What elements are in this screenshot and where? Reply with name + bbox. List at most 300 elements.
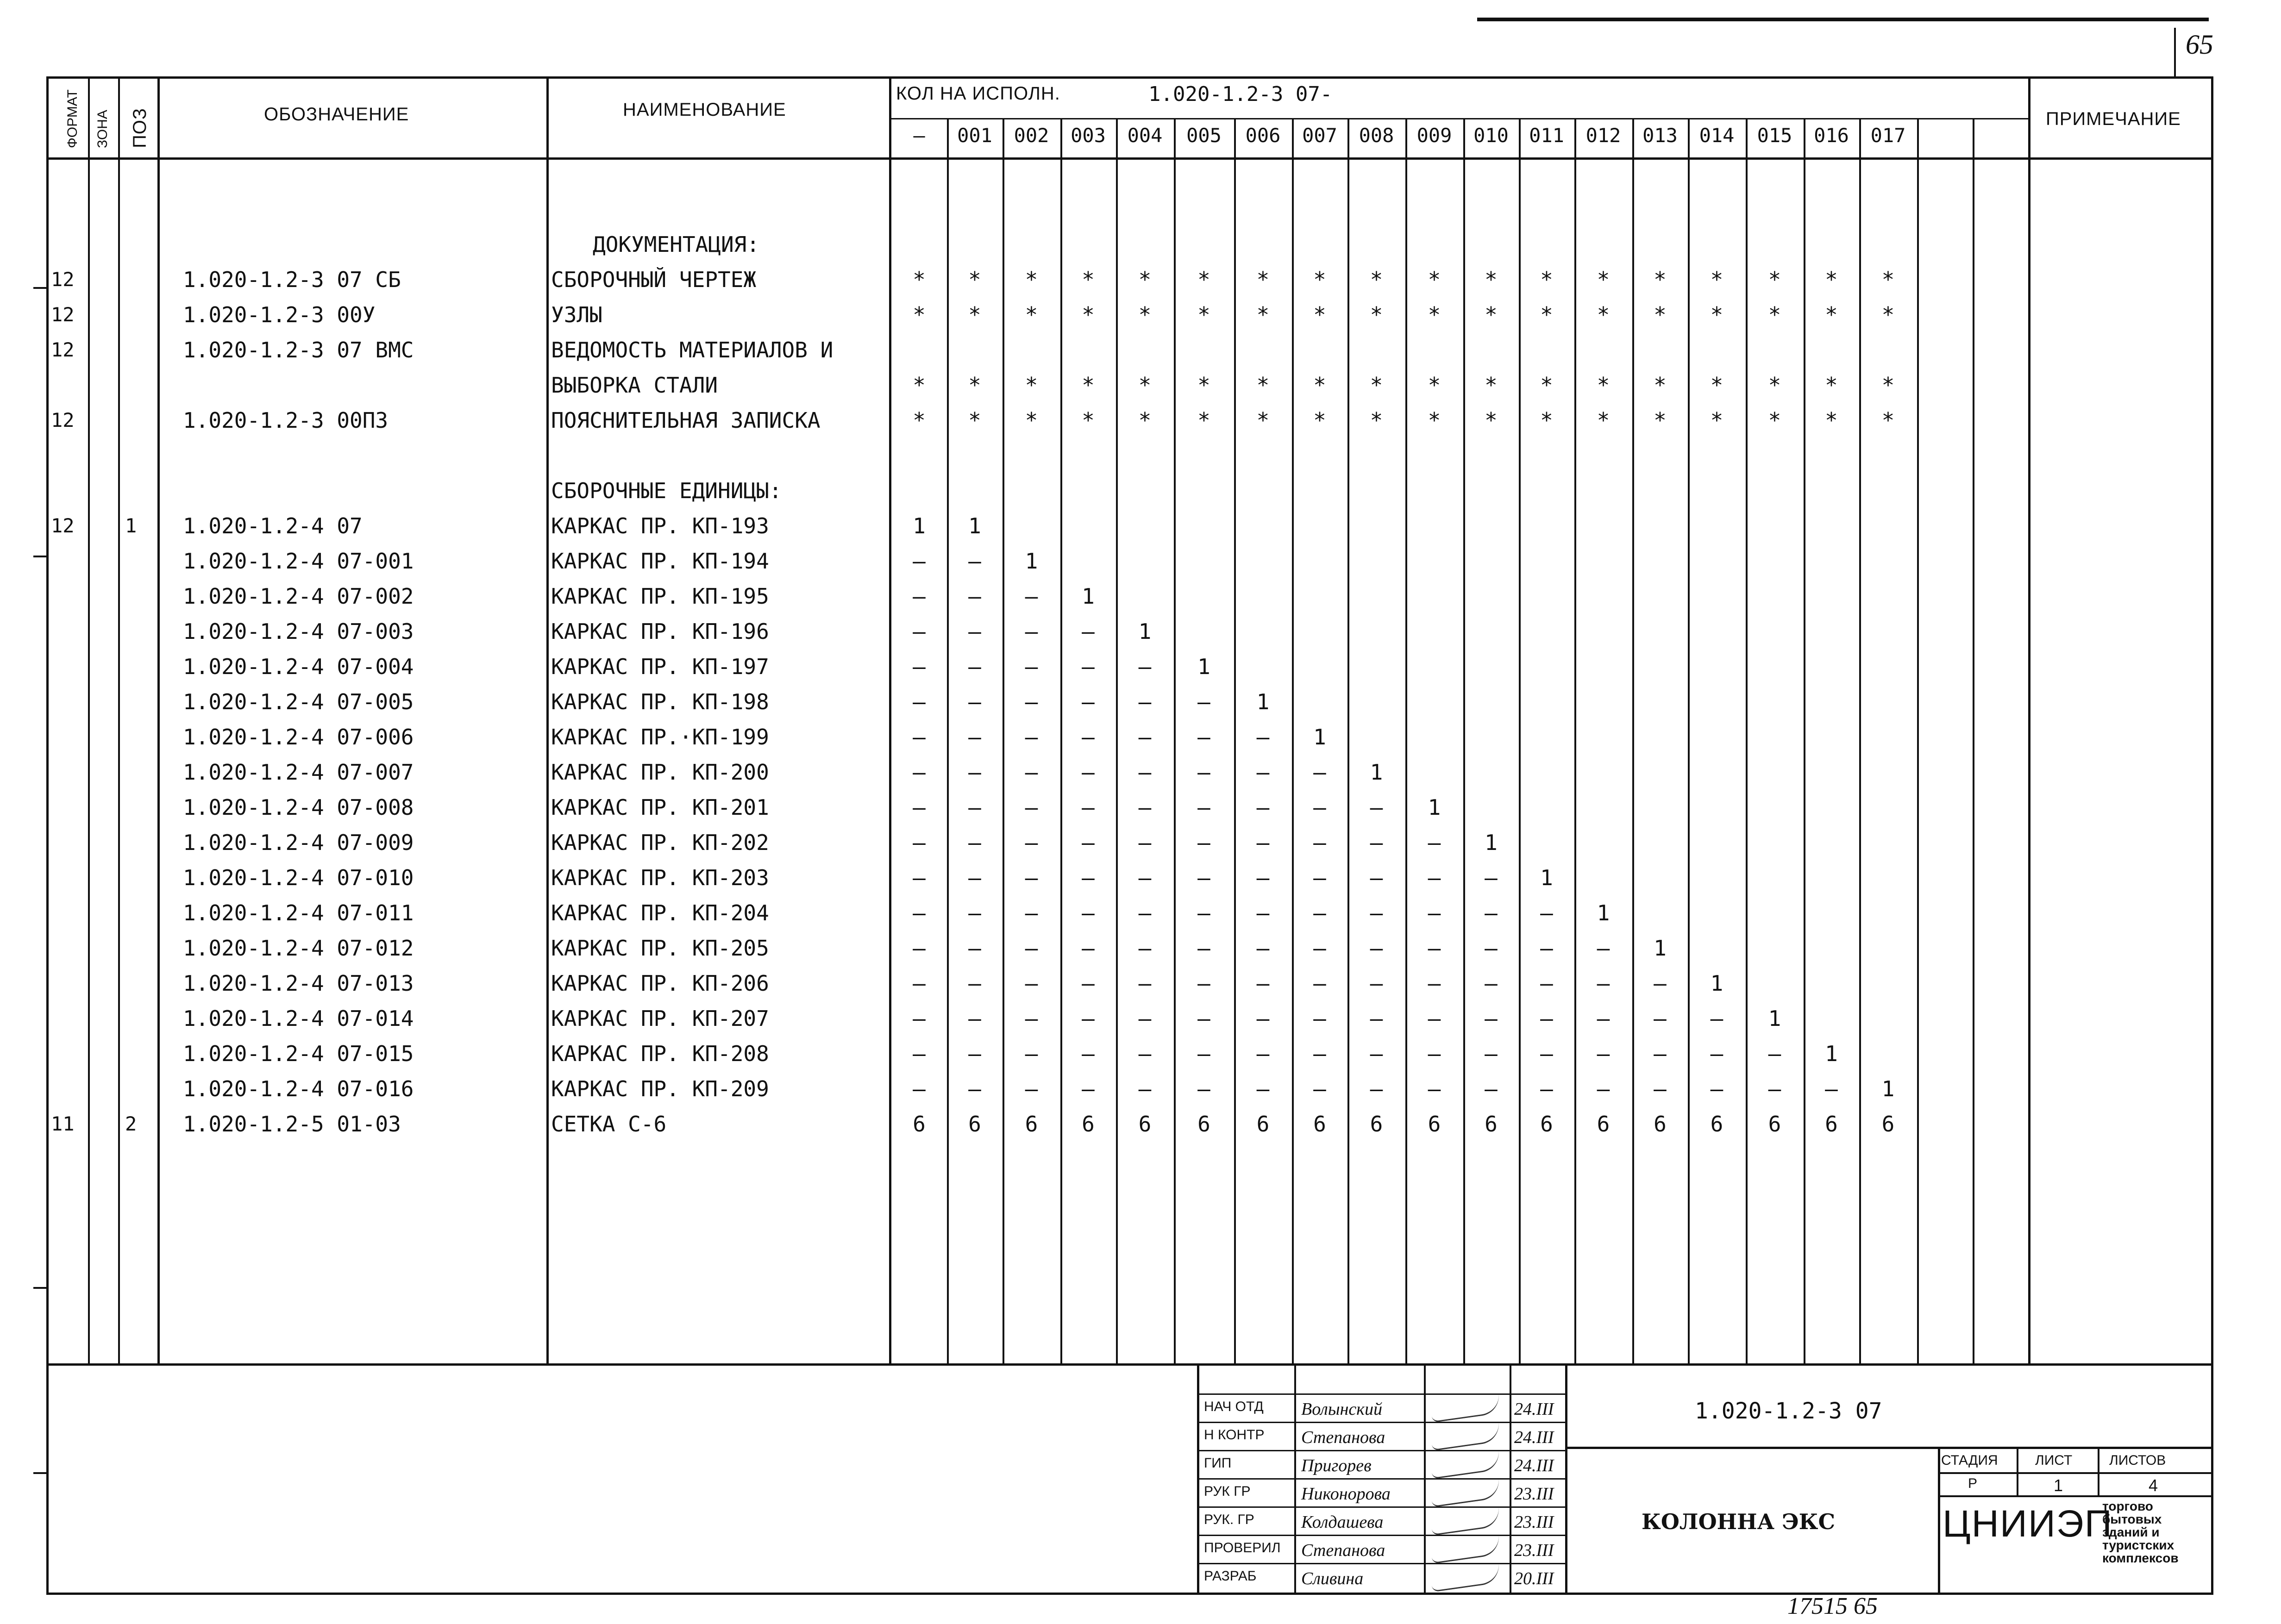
header-qty: КОЛ НА ИСПОЛН. xyxy=(896,83,1060,104)
row-designation: 1.020-1.2-4 07-003 xyxy=(183,619,414,644)
row-quantity: – xyxy=(1313,1041,1326,1066)
row-quantity: – xyxy=(968,830,981,855)
row-quantity: – xyxy=(1082,900,1095,925)
margin-tick xyxy=(33,1472,47,1474)
row-quantity: 6 xyxy=(1710,1112,1723,1137)
row-quantity: * xyxy=(1597,373,1610,398)
row-quantity: * xyxy=(1540,267,1553,292)
row-quantity: * xyxy=(1825,302,1838,327)
row-quantity: – xyxy=(1654,971,1667,996)
row-quantity: – xyxy=(1256,936,1270,961)
row-quantity: * xyxy=(1082,373,1095,398)
row-quantity: * xyxy=(913,302,926,327)
row-designation: 1.020-1.2-4 07-014 xyxy=(183,1006,414,1031)
row-quantity: – xyxy=(1138,795,1152,820)
org-description-line: торгово xyxy=(2102,1499,2153,1513)
row-quantity: – xyxy=(913,1076,926,1101)
variant-header: 017 xyxy=(1870,124,1906,147)
row-quantity: – xyxy=(1597,1006,1610,1031)
header-designation: ОБОЗНАЧЕНИЕ xyxy=(264,104,409,125)
row-quantity: – xyxy=(1082,795,1095,820)
row-quantity: 6 xyxy=(1313,1112,1326,1137)
variant-header: 012 xyxy=(1585,124,1621,147)
row-name: КАРКАС ПР. КП-198 xyxy=(551,689,769,714)
row-name: КАРКАС ПР. КП-205 xyxy=(551,936,769,961)
signature-date: 24.III xyxy=(1514,1428,1554,1447)
row-name: КАРКАС ПР. КП-196 xyxy=(551,619,769,644)
row-quantity: – xyxy=(913,584,926,609)
row-quantity: – xyxy=(968,865,981,890)
header-qty-base: 1.020-1.2-3 07- xyxy=(1148,82,1333,106)
row-quantity: – xyxy=(1197,1041,1210,1066)
row-quantity: 6 xyxy=(1025,1112,1038,1137)
signature-name: Колдашева xyxy=(1301,1512,1384,1532)
row-quantity: – xyxy=(913,830,926,855)
row-quantity: * xyxy=(1370,267,1383,292)
row-quantity: * xyxy=(1256,373,1270,398)
row-quantity: 1 xyxy=(913,513,926,538)
row-quantity: 6 xyxy=(1768,1112,1781,1137)
row-name: КАРКАС ПР. КП-194 xyxy=(551,549,769,574)
row-quantity: – xyxy=(1597,936,1610,961)
row-name: КАРКАС ПР. КП-195 xyxy=(551,584,769,609)
frame-left xyxy=(46,76,49,1595)
row-format: 12 xyxy=(51,514,75,537)
row-quantity: * xyxy=(1256,267,1270,292)
signature-role: РУК. ГР xyxy=(1204,1512,1254,1527)
row-quantity: – xyxy=(1138,689,1152,714)
row-name: УЗЛЫ xyxy=(551,302,602,327)
row-designation: 1.020-1.2-4 07-009 xyxy=(183,830,414,855)
row-quantity: – xyxy=(1485,936,1498,961)
row-quantity: – xyxy=(1138,1006,1152,1031)
variant-header: 009 xyxy=(1416,124,1452,147)
row-quantity: 1 xyxy=(1881,1076,1895,1101)
row-quantity: – xyxy=(1313,971,1326,996)
row-name: ВЫБОРКА СТАЛИ xyxy=(551,373,718,398)
org-description-line: бытовых xyxy=(2102,1512,2162,1526)
row-name: КАРКАС ПР. КП-203 xyxy=(551,865,769,890)
row-quantity: * xyxy=(1540,302,1553,327)
row-format: 11 xyxy=(51,1112,75,1135)
row-quantity: – xyxy=(1082,936,1095,961)
row-quantity: – xyxy=(1138,865,1152,890)
row-quantity: 6 xyxy=(1138,1112,1152,1137)
row-quantity: 1 xyxy=(1597,900,1610,925)
row-quantity: – xyxy=(1428,936,1441,961)
row-quantity: * xyxy=(1428,408,1441,433)
row-name: ДОКУМЕНТАЦИЯ: xyxy=(593,232,760,257)
row-quantity: * xyxy=(1428,373,1441,398)
row-quantity: 1 xyxy=(1138,619,1152,644)
signature-name: Сливина xyxy=(1301,1569,1364,1588)
row-quantity: – xyxy=(1197,865,1210,890)
row-quantity: 6 xyxy=(1428,1112,1441,1137)
row-quantity: – xyxy=(1138,830,1152,855)
row-quantity: * xyxy=(1768,373,1781,398)
signature-role: НАЧ ОТД xyxy=(1204,1399,1264,1414)
row-quantity: – xyxy=(1540,900,1553,925)
row-quantity: – xyxy=(1256,830,1270,855)
row-designation: 1.020-1.2-4 07-002 xyxy=(183,584,414,609)
signature-name: Волынский xyxy=(1301,1399,1383,1419)
row-quantity: – xyxy=(1710,1076,1723,1101)
row-designation: 1.020-1.2-4 07-013 xyxy=(183,971,414,996)
signature-role: Н КОНТР xyxy=(1204,1427,1265,1443)
row-quantity: * xyxy=(1138,408,1152,433)
header-pos: ПОЗ xyxy=(130,107,150,148)
header-note: ПРИМЕЧАНИЕ xyxy=(2046,109,2181,129)
row-quantity: – xyxy=(1370,865,1383,890)
row-quantity: – xyxy=(1428,1076,1441,1101)
signature-scribble xyxy=(1430,1478,1502,1507)
row-quantity: * xyxy=(1881,373,1895,398)
row-quantity: 1 xyxy=(1710,971,1723,996)
row-quantity: 1 xyxy=(1313,725,1326,750)
row-quantity: * xyxy=(1025,373,1038,398)
row-name: ВЕДОМОСТЬ МАТЕРИАЛОВ И xyxy=(551,337,833,362)
row-quantity: * xyxy=(1654,408,1667,433)
row-quantity: * xyxy=(913,408,926,433)
row-quantity: – xyxy=(1485,971,1498,996)
row-quantity: – xyxy=(968,584,981,609)
row-quantity: 1 xyxy=(1540,865,1553,890)
row-quantity: – xyxy=(1025,936,1038,961)
row-quantity: * xyxy=(1025,408,1038,433)
row-quantity: 1 xyxy=(1370,760,1383,785)
table-bottom-line xyxy=(46,1363,2213,1366)
row-quantity: * xyxy=(1485,267,1498,292)
frame-bottom xyxy=(46,1593,2213,1595)
row-quantity: – xyxy=(1197,900,1210,925)
signature-scribble xyxy=(1430,1450,1502,1479)
row-quantity: – xyxy=(1540,936,1553,961)
row-quantity: * xyxy=(1710,408,1723,433)
row-quantity: * xyxy=(1825,373,1838,398)
signature-role: ПРОВЕРИЛ xyxy=(1204,1540,1281,1555)
row-quantity: – xyxy=(1540,1076,1553,1101)
col-line-designation xyxy=(546,76,549,1363)
row-quantity: * xyxy=(1597,408,1610,433)
row-quantity: – xyxy=(1138,760,1152,785)
row-quantity: – xyxy=(1138,936,1152,961)
row-quantity: – xyxy=(1370,1076,1383,1101)
signature-row-line xyxy=(1197,1422,1565,1423)
row-quantity: – xyxy=(968,760,981,785)
header-name: НАИМЕНОВАНИЕ xyxy=(623,100,786,120)
row-format: 12 xyxy=(51,268,75,291)
row-quantity: * xyxy=(968,408,981,433)
row-quantity: 6 xyxy=(1082,1112,1095,1137)
row-quantity: * xyxy=(1197,373,1210,398)
row-quantity: – xyxy=(1082,689,1095,714)
col-line-format xyxy=(88,76,90,1363)
org-description-line: туристских xyxy=(2102,1538,2174,1552)
variant-header: 001 xyxy=(957,124,992,147)
row-quantity: – xyxy=(1197,760,1210,785)
row-quantity: – xyxy=(913,795,926,820)
variant-header: 014 xyxy=(1699,124,1735,147)
row-quantity: * xyxy=(1082,267,1095,292)
row-quantity: – xyxy=(1197,936,1210,961)
row-quantity: * xyxy=(1881,408,1895,433)
row-quantity: – xyxy=(913,725,926,750)
row-quantity: – xyxy=(1025,900,1038,925)
row-quantity: – xyxy=(1082,654,1095,679)
row-quantity: * xyxy=(1313,302,1326,327)
row-quantity: – xyxy=(1313,900,1326,925)
variant-header: 008 xyxy=(1359,124,1394,147)
row-designation: 1.020-1.2-4 07-012 xyxy=(183,936,414,961)
row-quantity: – xyxy=(1025,689,1038,714)
row-quantity: * xyxy=(1256,408,1270,433)
variant-header: 005 xyxy=(1186,124,1222,147)
row-quantity: * xyxy=(1654,302,1667,327)
col-line-zone xyxy=(118,76,120,1363)
row-quantity: – xyxy=(1025,760,1038,785)
row-name: КАРКАС ПР. КП-193 xyxy=(551,513,769,538)
row-quantity: – xyxy=(913,654,926,679)
row-name: СБОРОЧНЫЕ ЕДИНИЦЫ: xyxy=(551,478,782,503)
row-quantity: – xyxy=(1256,795,1270,820)
variant-header: 002 xyxy=(1014,124,1049,147)
row-quantity: – xyxy=(1082,865,1095,890)
document-code: 1.020-1.2-3 07 xyxy=(1695,1398,1882,1424)
row-quantity: * xyxy=(1768,267,1781,292)
row-quantity: – xyxy=(1485,1006,1498,1031)
row-quantity: * xyxy=(968,373,981,398)
row-format: 12 xyxy=(51,409,75,431)
row-quantity: – xyxy=(1370,1006,1383,1031)
row-quantity: * xyxy=(1370,302,1383,327)
row-quantity: – xyxy=(1370,971,1383,996)
row-quantity: – xyxy=(1768,1076,1781,1101)
row-quantity: * xyxy=(1025,267,1038,292)
row-quantity: – xyxy=(1197,830,1210,855)
row-quantity: 6 xyxy=(1597,1112,1610,1137)
row-quantity: – xyxy=(1428,830,1441,855)
row-quantity: – xyxy=(1025,654,1038,679)
variant-header: 013 xyxy=(1642,124,1678,147)
row-quantity: * xyxy=(1138,267,1152,292)
row-quantity: – xyxy=(1313,795,1326,820)
variant-header: 003 xyxy=(1071,124,1106,147)
row-quantity: * xyxy=(1256,302,1270,327)
row-quantity: – xyxy=(1025,725,1038,750)
row-quantity: 6 xyxy=(1881,1112,1895,1137)
row-quantity: – xyxy=(968,619,981,644)
row-quantity: – xyxy=(913,619,926,644)
row-quantity: * xyxy=(968,267,981,292)
signature-scribble xyxy=(1430,1506,1502,1536)
row-quantity: 1 xyxy=(1768,1006,1781,1031)
row-quantity: * xyxy=(1710,267,1723,292)
signature-row-line xyxy=(1197,1393,1565,1395)
row-quantity: * xyxy=(1197,267,1210,292)
row-name: КАРКАС ПР. КП-206 xyxy=(551,971,769,996)
row-quantity: – xyxy=(1025,795,1038,820)
frame-top xyxy=(46,76,2213,79)
signature-date: 23.III xyxy=(1514,1541,1554,1560)
row-quantity: – xyxy=(1370,830,1383,855)
signature-scribble xyxy=(1430,1535,1502,1564)
row-quantity: – xyxy=(1138,654,1152,679)
row-designation: 1.020-1.2-4 07 xyxy=(183,513,363,538)
row-quantity: 6 xyxy=(1540,1112,1553,1137)
row-quantity: – xyxy=(1256,760,1270,785)
row-quantity: – xyxy=(1256,725,1270,750)
row-quantity: * xyxy=(913,373,926,398)
row-quantity: – xyxy=(1313,830,1326,855)
row-name: КАРКАС ПР. КП-202 xyxy=(551,830,769,855)
signature-scribble xyxy=(1430,1422,1502,1451)
row-quantity: – xyxy=(1138,971,1152,996)
row-quantity: – xyxy=(1313,1006,1326,1031)
row-quantity: – xyxy=(1485,900,1498,925)
col-line-qty-end xyxy=(2028,76,2030,1363)
row-designation: 1.020-1.2-5 01-03 xyxy=(183,1112,401,1137)
row-quantity: * xyxy=(1485,408,1498,433)
qty-header-divider xyxy=(889,118,2028,119)
row-quantity: 6 xyxy=(1825,1112,1838,1137)
signature-role: РАЗРАБ xyxy=(1204,1568,1257,1584)
variant-header: 016 xyxy=(1814,124,1849,147)
row-quantity: * xyxy=(1485,373,1498,398)
row-pos: 2 xyxy=(125,1112,137,1135)
row-quantity: – xyxy=(1025,584,1038,609)
header-bottom-line xyxy=(46,157,2213,160)
row-quantity: 6 xyxy=(1370,1112,1383,1137)
row-quantity: – xyxy=(1256,900,1270,925)
row-quantity: – xyxy=(1256,865,1270,890)
variant-col-line xyxy=(1973,118,1974,1363)
row-quantity: * xyxy=(1082,302,1095,327)
row-quantity: – xyxy=(1025,619,1038,644)
row-quantity: * xyxy=(1597,267,1610,292)
org-name: ЦНИИЭП xyxy=(1943,1503,2113,1545)
org-description-line: зданий и xyxy=(2102,1525,2160,1539)
variant-header: – xyxy=(913,124,925,147)
row-quantity: – xyxy=(1197,1006,1210,1031)
row-quantity: – xyxy=(1197,1076,1210,1101)
header-zone: ЗОНА xyxy=(95,110,110,148)
row-quantity: * xyxy=(1881,267,1895,292)
row-quantity: – xyxy=(1256,1041,1270,1066)
signature-role: ГИП xyxy=(1204,1455,1232,1471)
row-quantity: – xyxy=(1138,1041,1152,1066)
signature-date: 23.III xyxy=(1514,1484,1554,1504)
variant-header: 011 xyxy=(1529,124,1564,147)
row-quantity: 1 xyxy=(1256,689,1270,714)
row-quantity: 6 xyxy=(913,1112,926,1137)
row-quantity: * xyxy=(1485,302,1498,327)
stage-value: Р xyxy=(1968,1476,1978,1491)
row-quantity: – xyxy=(1313,760,1326,785)
row-format: 12 xyxy=(51,338,75,361)
row-quantity: – xyxy=(1485,1041,1498,1066)
row-quantity: 1 xyxy=(1428,795,1441,820)
row-designation: 1.020-1.2-3 07 СБ xyxy=(183,267,401,292)
row-quantity: – xyxy=(1370,900,1383,925)
bottom-stamp: 17515 65 xyxy=(1787,1593,1878,1619)
row-quantity: – xyxy=(913,1041,926,1066)
row-quantity: – xyxy=(1654,1006,1667,1031)
row-quantity: – xyxy=(1428,1006,1441,1031)
margin-tick xyxy=(33,556,47,557)
sheets-value: 4 xyxy=(2149,1476,2158,1495)
row-quantity: – xyxy=(1485,1076,1498,1101)
row-quantity: 1 xyxy=(1082,584,1095,609)
row-designation: 1.020-1.2-4 07-015 xyxy=(183,1041,414,1066)
row-quantity: – xyxy=(1654,1041,1667,1066)
row-quantity: – xyxy=(1710,1006,1723,1031)
row-quantity: – xyxy=(1428,1041,1441,1066)
signature-row-line xyxy=(1197,1535,1565,1536)
row-quantity: – xyxy=(968,900,981,925)
row-quantity: * xyxy=(1313,408,1326,433)
row-quantity: – xyxy=(968,1041,981,1066)
row-designation: 1.020-1.2-4 07-004 xyxy=(183,654,414,679)
row-designation: 1.020-1.2-4 07-001 xyxy=(183,549,414,574)
variant-header: 006 xyxy=(1245,124,1281,147)
row-quantity: – xyxy=(1540,971,1553,996)
row-quantity: 1 xyxy=(1197,654,1210,679)
signature-date: 24.III xyxy=(1514,1456,1554,1475)
row-quantity: – xyxy=(1082,1006,1095,1031)
row-quantity: 6 xyxy=(1654,1112,1667,1137)
row-designation: 1.020-1.2-4 07-016 xyxy=(183,1076,414,1101)
row-quantity: – xyxy=(1370,795,1383,820)
stage-label: СТАДИЯ xyxy=(1941,1453,1998,1468)
row-name: КАРКАС ПР. КП-200 xyxy=(551,760,769,785)
row-quantity: – xyxy=(1370,1041,1383,1066)
row-quantity: – xyxy=(1256,971,1270,996)
row-designation: 1.020-1.2-4 07-010 xyxy=(183,865,414,890)
row-quantity: 1 xyxy=(968,513,981,538)
row-quantity: – xyxy=(1197,971,1210,996)
sheet-value: 1 xyxy=(2054,1476,2063,1495)
signature-scribble xyxy=(1430,1393,1502,1423)
row-quantity: 6 xyxy=(1485,1112,1498,1137)
row-quantity: 1 xyxy=(1025,549,1038,574)
row-quantity: * xyxy=(968,302,981,327)
margin-tick xyxy=(33,287,47,289)
row-name: КАРКАС ПР. КП-204 xyxy=(551,900,769,925)
row-quantity: – xyxy=(1428,900,1441,925)
row-name: ПОЯСНИТЕЛЬНАЯ ЗАПИСКА xyxy=(551,408,821,433)
row-quantity: 6 xyxy=(968,1112,981,1137)
row-name: КАРКАС ПР. КП-207 xyxy=(551,1006,769,1031)
row-quantity: – xyxy=(1197,725,1210,750)
row-quantity: – xyxy=(913,689,926,714)
row-quantity: * xyxy=(1313,373,1326,398)
variant-header: 010 xyxy=(1473,124,1509,147)
variant-col-line xyxy=(1174,118,1176,1363)
row-designation: 1.020-1.2-4 07-008 xyxy=(183,795,414,820)
row-quantity: * xyxy=(1082,408,1095,433)
row-quantity: – xyxy=(1082,619,1095,644)
col-line-pos xyxy=(157,76,160,1363)
row-quantity: – xyxy=(1485,865,1498,890)
signature-name: Пригорев xyxy=(1301,1456,1372,1475)
row-quantity: – xyxy=(1025,830,1038,855)
sheet-number-border xyxy=(2174,28,2176,79)
row-name: КАРКАС ПР.·КП-199 xyxy=(551,725,769,750)
row-quantity: – xyxy=(1138,900,1152,925)
row-quantity: – xyxy=(968,1076,981,1101)
row-quantity: * xyxy=(1540,373,1553,398)
signature-row-line xyxy=(1197,1450,1565,1451)
